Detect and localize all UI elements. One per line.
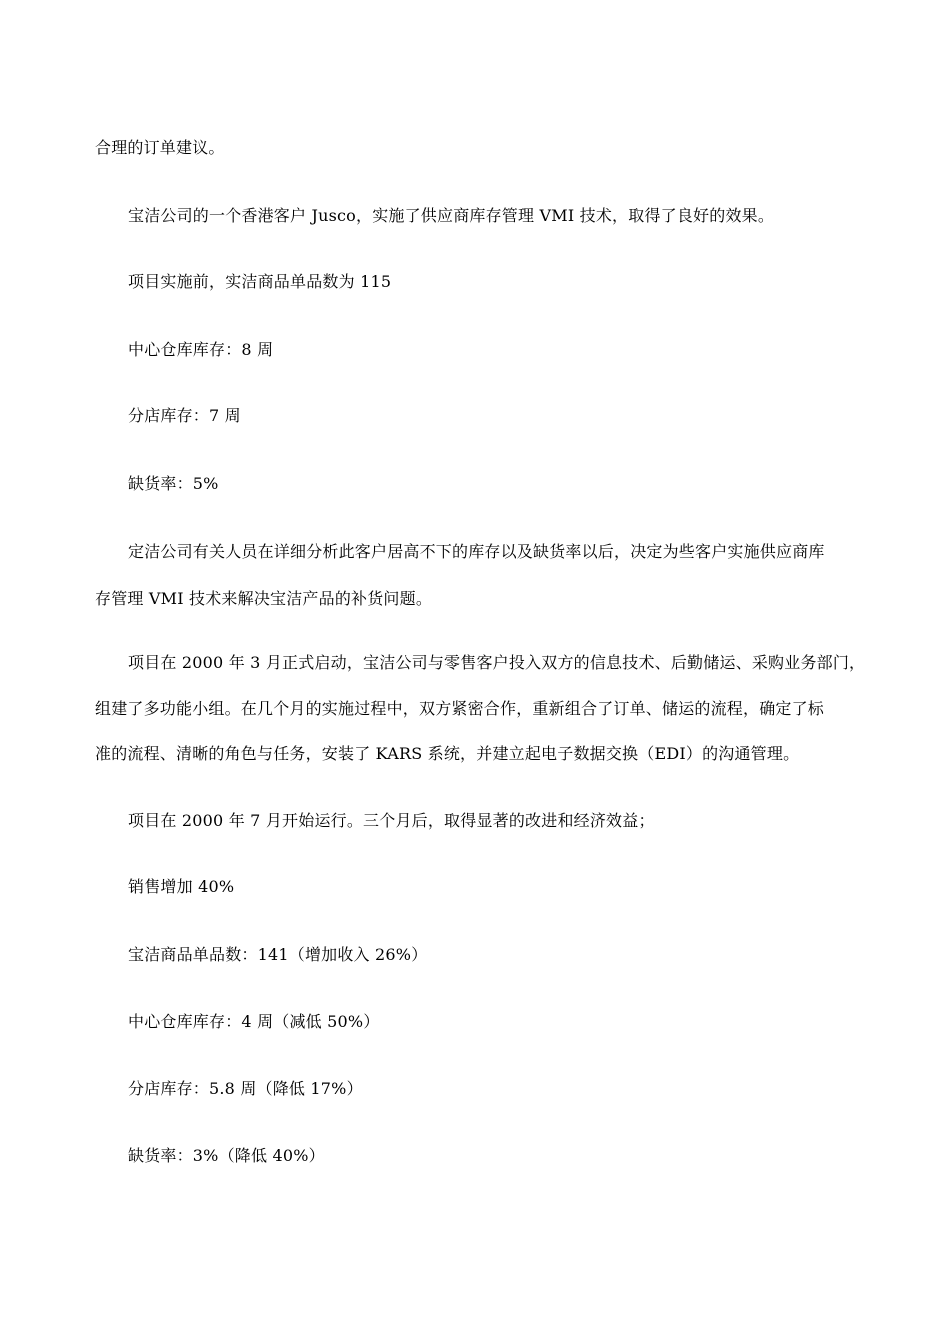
text-line-before-stockout: 缺货率：5% xyxy=(128,474,219,493)
text-line-jusco-intro: 宝洁公司的一个香港客户 Jusco，实施了供应商库存管理 VMI 技术，取得了良好的效果。 xyxy=(128,206,775,225)
text-line-project-start: 项目在 2000 年 3 月正式启动，宝洁公司与零售客户投入双方的信息技术、后勤储运、采购业务部门， xyxy=(128,653,866,672)
text-line-before-sku: 项目实施前，实洁商品单品数为 115 xyxy=(128,272,392,291)
text-line-before-store-inventory: 分店库存：7 周 xyxy=(128,406,241,425)
text-line-project-team: 组建了多功能小组。在几个月的实施过程中，双方紧密合作，重新组合了订单、储运的流程，确定了标 xyxy=(95,699,825,718)
text-line-after-dc-inventory: 中心仓库库存：4 周（减低 50%） xyxy=(128,1012,380,1031)
text-line-after-store-inventory: 分店库存：5.8 周（降低 17%） xyxy=(128,1079,363,1098)
text-line-project-edi: 准的流程、清晰的角色与任务，安装了 KARS 系统，并建立起电子数据交换（EDI）的沟通管理。 xyxy=(95,744,800,763)
text-line-project-run: 项目在 2000 年 7 月开始运行。三个月后，取得显著的改进和经济效益； xyxy=(128,811,655,830)
text-line-analysis: 定洁公司有关人员在详细分析此客户居高不下的库存以及缺货率以后，决定为些客户实施供应商库 xyxy=(128,542,825,561)
text-line-after-stockout: 缺货率：3%（降低 40%） xyxy=(128,1146,325,1165)
text-line-before-dc-inventory: 中心仓库库存：8 周 xyxy=(128,340,274,359)
text-line-order-suggestion: 合理的订单建议。 xyxy=(95,138,225,157)
text-line-after-sales: 销售增加 40% xyxy=(128,877,235,896)
text-line-analysis-cont: 存管理 VMI 技术来解决宝洁产品的补货问题。 xyxy=(95,589,433,608)
text-line-after-sku: 宝洁商品单品数：141（增加收入 26%） xyxy=(128,945,428,964)
